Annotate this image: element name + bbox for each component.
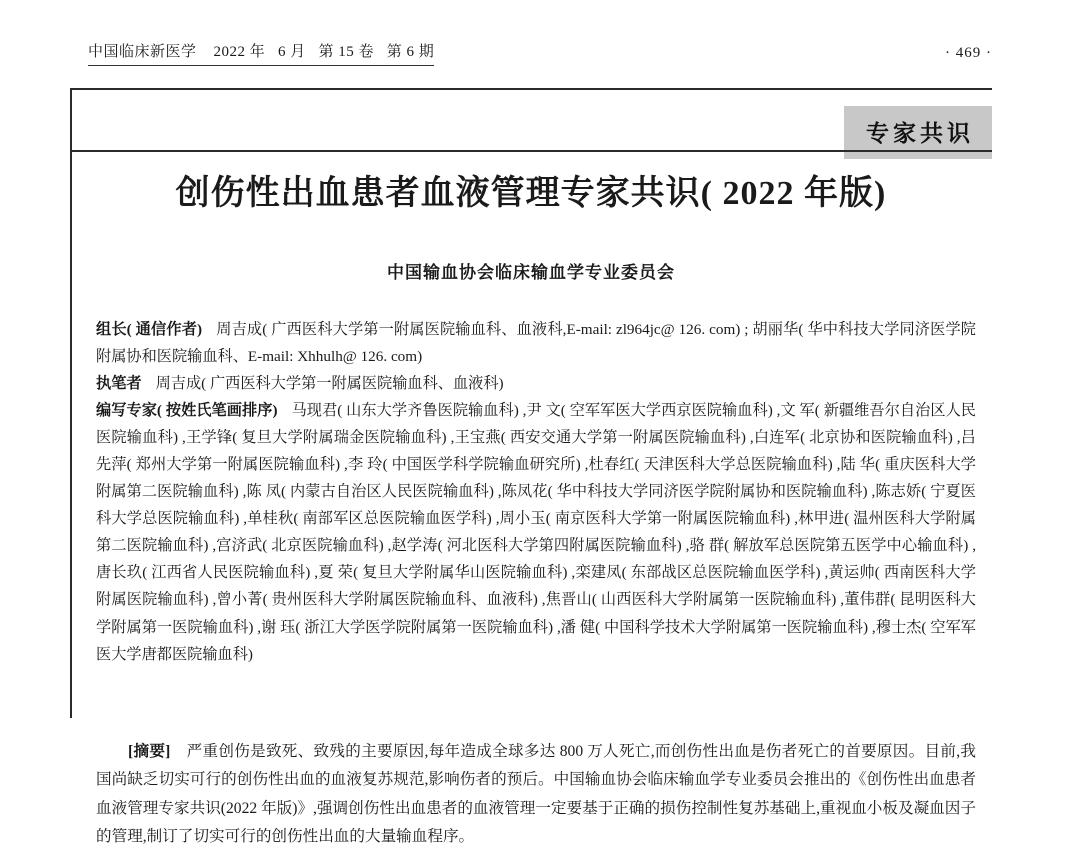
- credit-label-leader: 组长( 通信作者): [96, 321, 203, 338]
- running-head: [88, 40, 992, 66]
- page-number: · 469 ·: [945, 45, 992, 61]
- credit-text-writer: 周吉成( 广西医科大学第一附属医院输血科、血液科): [155, 375, 504, 393]
- credit-label-writer: 执笔者: [96, 375, 142, 393]
- organization-name: 中国输血协会临床输血学专业委员会: [387, 263, 675, 282]
- page-title: 创伤性出血患者血液管理专家共识( 2022 年版): [175, 175, 887, 212]
- header-divider-bottom: [70, 150, 992, 152]
- credit-text-experts: 马现君( 山东大学齐鲁医院输血科) ,尹 文( 空军军医大学西京医院输血科) ,文 军( 新疆维吾尔自治区人民医院输血科) ,王学锋( 复旦大学附属瑞金医院输血科) ,王宝燕( 西安交通大学第一附属医院输血科) ,白连军( 北京协和医院输血科) ,吕先萍( 郑州大学第一附属医院输血科) ,李 玲( 中国医学科学院输血研究所) ,杜春红( 天津医科大学总医院输血科) ,陆 华( 重庆医科大学附属第二医院输血科) ,陈 凤( 内蒙古自治区人民医院输血科) ,陈凤花( 华中科技大学同济医学院附属协和医院输血科) ,陈志娇( 宁夏医科大学总医院输血科) ,单桂秋( 南部军区总医院输血医学科) ,周小玉( 南京医科大学第一附属医院输血科) ,林甲进( 温州医科大学附属第二医院输血科) ,宫济武( 北京医院输血科) ,赵学涛( 河北医科大学第四附属医院输血科) ,骆 群( 解放军总医院第五医学中心输血科) ,唐长玖( 江西省人民医院输血科) ,夏 荣( 复旦大学附属华山医院输血科) ,栾建凤( 东部战区总医院输血医学科) ,黄运帅( 西南医科大学附属医院输血科) ,曾小菁( 贵州医科大学附属医院输血科、血液科) ,焦晋山( 山西医科大学附属第一医院输血科) ,董伟群( 昆明医科大学附属第一医院输血科) ,谢 珏( 浙江大学医学院附属第一医院输血科) ,潘 健( 中国科学技术大学附属第一医院输血科) ,穆士杰( 空军军医大学唐都医院输血科): [96, 402, 976, 663]
- abstract-label: [摘要]: [128, 743, 171, 760]
- credit-entry-leader: [96, 316, 976, 370]
- credit-text-leader: 周吉成( 广西医科大学第一附属医院输血科、血液科,E-mail: zl964jc@ 126. com) ; 胡丽华( 华中科技大学同济医学院附属协和医院输血科、E-mail: Xhhulh@ 126. com): [96, 321, 976, 366]
- header-divider-top: [70, 88, 992, 90]
- article-category-badge: 专家共识: [844, 106, 992, 159]
- credit-label-experts: 编写专家( 按姓氏笔画排序): [96, 402, 278, 420]
- journal-citation-line: 中国临床新医学 2022 年 6 月 第 15 卷 第 6 期: [88, 40, 434, 66]
- abstract-text: 严重创伤是致死、致残的主要原因,每年造成全球多达 800 万人死亡,而创伤性出血是伤者死亡的首要原因。目前,我国尚缺乏切实可行的创伤性出血的血液复苏规范,影响伤者的预后。中国输血协会临床输血学专业委员会推出的《创伤性出血患者血液管理专家共识(2022 年版)》,强调创伤性出血患者的血液管理一定要基于正确的损伤控制性复苏基础上,重视血小板及凝血因子的管理,制订了切实可行的创伤性出血的大量输血程序。: [96, 743, 976, 846]
- abstract-section: [96, 738, 976, 852]
- credits-block: [96, 316, 976, 668]
- credit-entry-writer: [96, 370, 976, 397]
- credit-entry-experts: [96, 397, 976, 667]
